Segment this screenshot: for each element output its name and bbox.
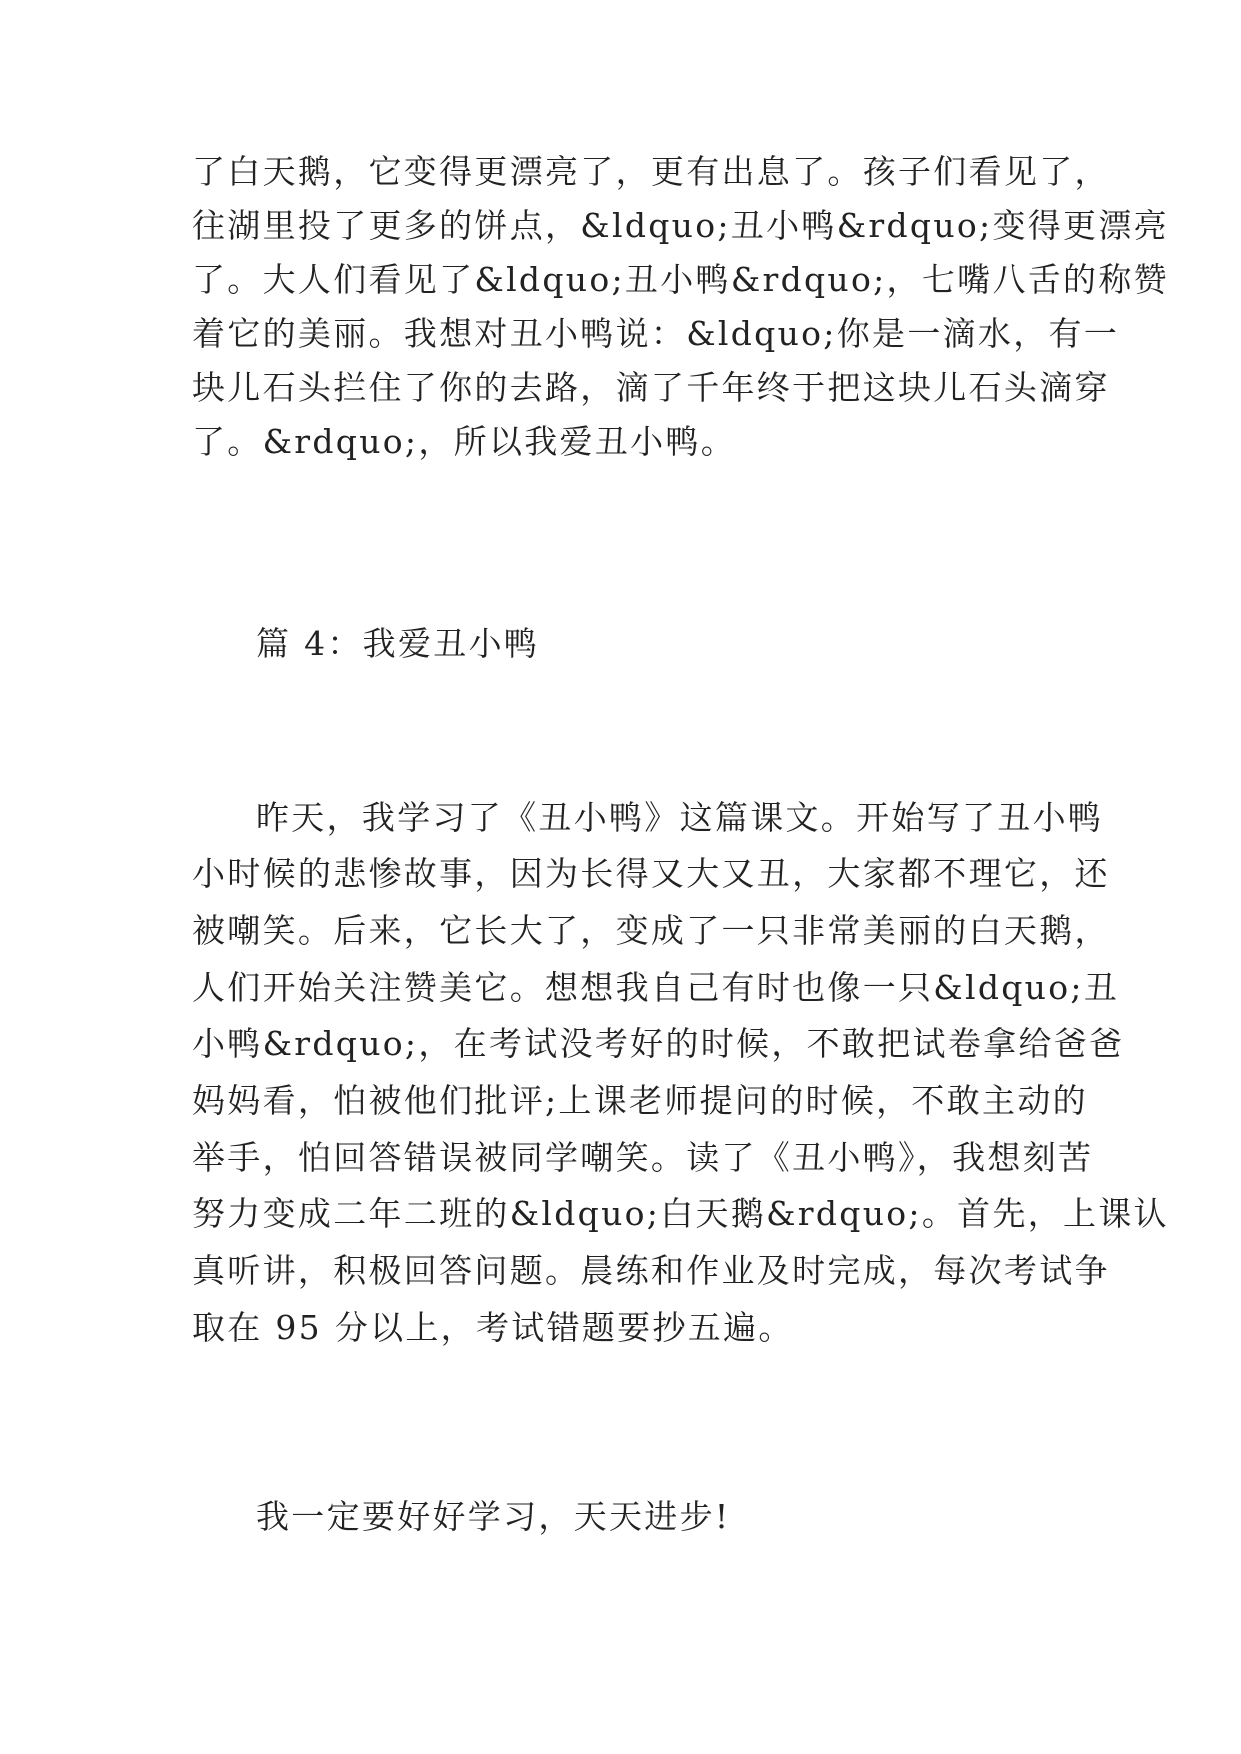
paragraph-line: 昨天，我学习了《丑小鸭》这篇课文。开始写了丑小鸭 [256,798,1104,837]
paragraph-line: 了。&rdquo;，所以我爱丑小鸭。 [192,422,737,461]
paragraph-line: 了。大人们看见了&ldquo;丑小鸭&rdquo;，七嘴八舌的称赞 [192,260,1169,299]
paragraph-line: 真听讲，积极回答问题。晨练和作业及时完成，每次考试争 [192,1251,1110,1290]
paragraph-line: 小鸭&rdquo;，在考试没考好的时候，不敢把试卷拿给爸爸 [192,1024,1125,1063]
paragraph-line: 取在 95 分以上，考试错题要抄五遍。 [192,1308,794,1347]
paragraph-line: 了白天鹅，它变得更漂亮了，更有出息了。孩子们看见了， [192,152,1110,191]
closing-line: 我一定要好好学习，天天进步! [256,1497,731,1536]
section-heading: 篇 4：我爱丑小鸭 [256,624,540,663]
paragraph-line: 往湖里投了更多的饼点，&ldquo;丑小鸭&rdquo;变得更漂亮 [192,206,1169,245]
paragraph-line: 妈妈看，怕被他们批评;上课老师提问的时候，不敢主动的 [192,1081,1088,1120]
paragraph-line: 人们开始关注赞美它。想想我自己有时也像一只&ldquo;丑 [192,968,1120,1007]
paragraph-line: 块儿石头拦住了你的去路，滴了千年终于把这块儿石头滴穿 [192,368,1110,407]
paragraph-line: 努力变成二年二班的&ldquo;白天鹅&rdquo;。首先，上课认 [192,1194,1169,1233]
paragraph-line: 举手，怕回答错误被同学嘲笑。读了《丑小鸭》，我想刻苦 [192,1138,1094,1177]
paragraph-line: 被嘲笑。后来，它长大了，变成了一只非常美丽的白天鹅， [192,911,1110,950]
paragraph-line: 着它的美丽。我想对丑小鸭说：&ldquo;你是一滴水，有一 [192,314,1120,353]
paragraph-line: 小时候的悲惨故事，因为长得又大又丑，大家都不理它，还 [192,854,1110,893]
